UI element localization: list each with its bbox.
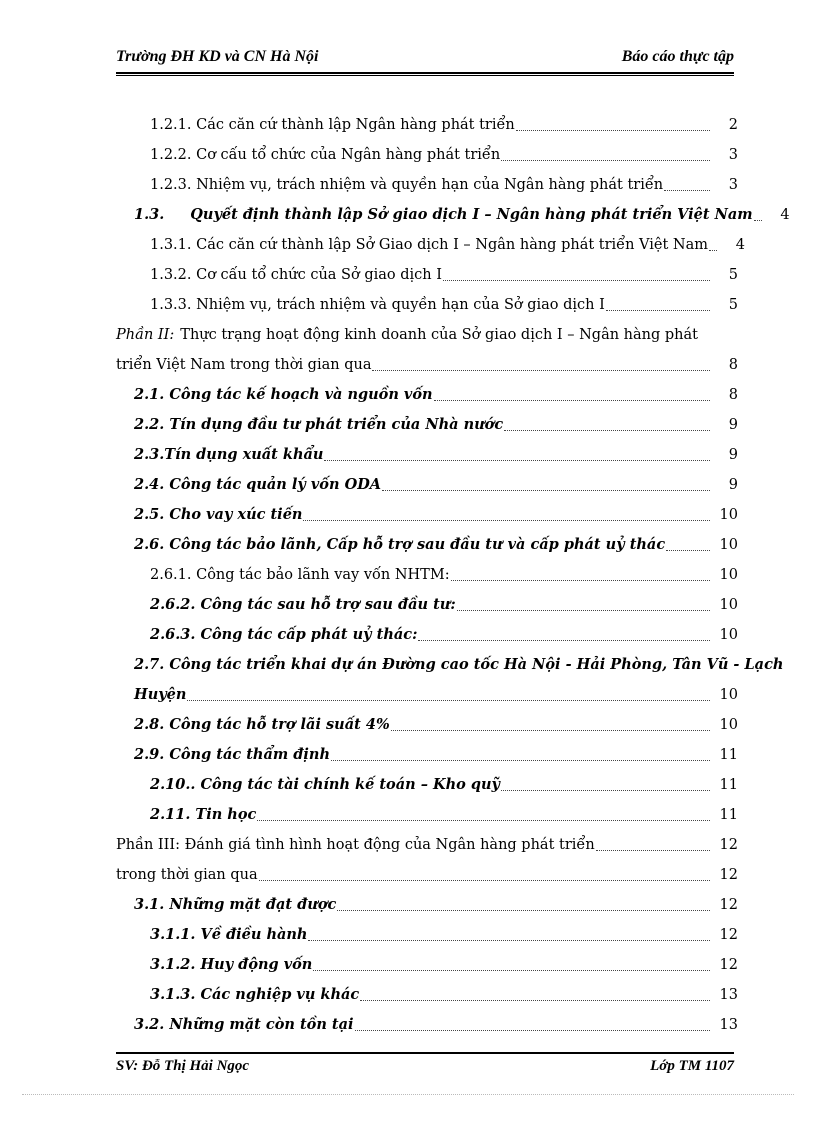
toc-entry bbox=[116, 734, 738, 764]
toc-entry bbox=[116, 1004, 738, 1034]
toc-entry-title: 2.3.Tín dụng xuất khẩu bbox=[134, 446, 324, 463]
toc-entry-number: 1.3. bbox=[134, 206, 165, 223]
toc-leader bbox=[501, 160, 710, 161]
toc-entry-page: 5 bbox=[728, 267, 738, 283]
toc-leader bbox=[331, 760, 710, 761]
toc-entry bbox=[116, 374, 738, 404]
toc-leader bbox=[434, 400, 710, 401]
toc-entry-page: 12 bbox=[719, 957, 738, 973]
toc-entry bbox=[116, 284, 738, 314]
toc-entry-title: Quyết định thành lập Sở giao dịch I – Ngân hàng phát triển Việt Nam bbox=[190, 206, 753, 223]
toc-entry bbox=[116, 614, 738, 644]
header-rule bbox=[116, 72, 734, 76]
toc-leader bbox=[451, 580, 710, 581]
table-of-contents bbox=[116, 104, 790, 1034]
toc-entry-page: 13 bbox=[719, 987, 738, 1003]
toc-entry-title: 2.1. Công tác kế hoạch và nguồn vốn bbox=[134, 386, 433, 403]
toc-entry-title: 2.5. Cho vay xúc tiến bbox=[134, 506, 303, 523]
page-footer bbox=[116, 1058, 734, 1080]
toc-entry-title: 2.6. Công tác bảo lãnh, Cấp hỗ trợ sau đầu tư và cấp phát uỷ thác bbox=[134, 536, 666, 553]
toc-entry bbox=[116, 794, 738, 824]
toc-entry bbox=[116, 464, 738, 494]
toc-leader bbox=[516, 130, 710, 131]
toc-entry bbox=[116, 824, 738, 854]
toc-entry bbox=[116, 914, 738, 944]
toc-entry-title: Thực trạng hoạt động kinh doanh của Sở giao dịch I – Ngân hàng phát bbox=[180, 327, 698, 343]
toc-entry-title: 2.8. Công tác hỗ trợ lãi suất 4% bbox=[134, 716, 390, 733]
toc-entry-page: 2 bbox=[728, 117, 738, 133]
footer-rule bbox=[116, 1052, 734, 1054]
toc-entry-title: 2.7. Công tác triển khai dự án Đường cao tốc Hà Nội - Hải Phòng, Tân Vũ - Lạch bbox=[134, 656, 784, 673]
toc-leader bbox=[187, 700, 710, 701]
toc-entry bbox=[116, 674, 738, 704]
footer-student: SV: Đỗ Thị Hải Ngọc bbox=[116, 1058, 250, 1074]
toc-entry-page: 8 bbox=[728, 387, 738, 403]
toc-leader bbox=[382, 490, 710, 491]
toc-leader bbox=[664, 190, 710, 191]
toc-entry-page: 12 bbox=[719, 897, 738, 913]
toc-entry-page: 10 bbox=[719, 567, 738, 583]
toc-entry-title: 2.6.1. Công tác bảo lãnh vay vốn NHTM: bbox=[150, 567, 450, 583]
toc-part-label: Phần II: bbox=[116, 327, 175, 343]
toc-entry-title: Huyện bbox=[134, 686, 187, 703]
toc-entry-page: 10 bbox=[719, 597, 738, 613]
header-report-type: Báo cáo thực tập bbox=[621, 48, 734, 65]
toc-leader bbox=[337, 910, 710, 911]
toc-entry-page: 3 bbox=[728, 147, 738, 163]
toc-leader bbox=[709, 250, 717, 251]
toc-entry-title: 3.1.3. Các nghiệp vụ khác bbox=[150, 986, 360, 1003]
page-header bbox=[116, 48, 734, 70]
toc-entry bbox=[116, 644, 784, 674]
toc-entry-page: 9 bbox=[728, 447, 738, 463]
toc-entry-title: 2.6.2. Công tác sau hỗ trợ sau đầu tư: bbox=[150, 596, 456, 613]
page-bottom-border bbox=[22, 1094, 794, 1095]
toc-entry bbox=[116, 224, 745, 254]
toc-entry-page: 10 bbox=[719, 537, 738, 553]
toc-entry bbox=[116, 764, 738, 794]
toc-entry-page: 4 bbox=[735, 237, 745, 253]
toc-entry bbox=[116, 344, 738, 374]
toc-leader bbox=[443, 280, 710, 281]
toc-leader bbox=[501, 790, 710, 791]
toc-entry-page: 12 bbox=[719, 867, 738, 883]
toc-entry-title: 1.2.3. Nhiệm vụ, trách nhiệm và quyền hạn của Ngân hàng phát triển bbox=[150, 177, 664, 193]
toc-entry-title: 2.6.3. Công tác cấp phát uỷ thác: bbox=[150, 626, 418, 643]
toc-entry bbox=[116, 854, 738, 884]
toc-entry-title: trong thời gian qua bbox=[116, 867, 258, 883]
toc-entry-page: 9 bbox=[728, 417, 738, 433]
toc-entry-page: 10 bbox=[719, 507, 738, 523]
toc-entry bbox=[116, 194, 790, 224]
toc-entry-title: 2.9. Công tác thẩm định bbox=[134, 746, 330, 763]
toc-leader bbox=[313, 970, 710, 971]
footer-class: Lớp TM 1107 bbox=[650, 1058, 734, 1074]
toc-entry bbox=[116, 494, 738, 524]
toc-entry-page: 10 bbox=[719, 717, 738, 733]
toc-entry-title: 2.11. Tin học bbox=[150, 806, 257, 823]
toc-leader bbox=[754, 220, 762, 221]
toc-entry-title: 3.2. Những mặt còn tồn tại bbox=[134, 1016, 354, 1033]
toc-leader bbox=[259, 880, 710, 881]
toc-leader bbox=[666, 550, 710, 551]
toc-leader bbox=[303, 520, 710, 521]
toc-leader bbox=[504, 430, 710, 431]
toc-entry-title: 1.2.2. Cơ cấu tổ chức của Ngân hàng phát triển bbox=[150, 147, 501, 163]
toc-entry-page: 10 bbox=[719, 627, 738, 643]
toc-entry-title: 2.2. Tín dụng đầu tư phát triển của Nhà nước bbox=[134, 416, 504, 433]
toc-entry-title: 3.1. Những mặt đạt được bbox=[134, 896, 337, 913]
toc-entry-title: 3.1.2. Huy động vốn bbox=[150, 956, 313, 973]
toc-leader bbox=[606, 310, 710, 311]
header-school: Trường ĐH KD và CN Hà Nội bbox=[116, 48, 319, 65]
toc-entry bbox=[116, 164, 738, 194]
toc-entry-title: 1.3.3. Nhiệm vụ, trách nhiệm và quyền hạn của Sở giao dịch I bbox=[150, 297, 605, 313]
toc-entry bbox=[116, 554, 738, 584]
toc-entry bbox=[116, 584, 738, 614]
toc-entry-page: 11 bbox=[719, 747, 738, 763]
toc-entry-page: 13 bbox=[719, 1017, 738, 1033]
toc-entry bbox=[116, 104, 738, 134]
toc-entry-title: 2.4. Công tác quản lý vốn ODA bbox=[134, 476, 382, 493]
toc-leader bbox=[418, 640, 710, 641]
toc-leader bbox=[457, 610, 710, 611]
toc-entry bbox=[116, 974, 738, 1004]
toc-entry-page: 4 bbox=[780, 207, 790, 223]
toc-entry-title: 1.3.2. Cơ cấu tổ chức của Sở giao dịch I bbox=[150, 267, 442, 283]
toc-entry-title: 3.1.1. Về điều hành bbox=[150, 926, 308, 943]
toc-entry-title: triển Việt Nam trong thời gian qua bbox=[116, 357, 372, 373]
toc-leader bbox=[391, 730, 710, 731]
toc-entry bbox=[116, 434, 738, 464]
toc-leader bbox=[257, 820, 710, 821]
toc-entry-page: 3 bbox=[728, 177, 738, 193]
toc-entry-page: 5 bbox=[728, 297, 738, 313]
toc-leader bbox=[372, 370, 710, 371]
toc-leader bbox=[355, 1030, 710, 1031]
toc-entry bbox=[116, 704, 738, 734]
toc-entry bbox=[116, 404, 738, 434]
toc-entry bbox=[116, 524, 738, 554]
toc-entry-page: 8 bbox=[728, 357, 738, 373]
toc-entry-page: 9 bbox=[728, 477, 738, 493]
toc-entry-title: 1.3.1. Các căn cứ thành lập Sở Giao dịch I – Ngân hàng phát triển Việt Nam bbox=[150, 237, 708, 253]
toc-entry-page: 12 bbox=[719, 927, 738, 943]
toc-leader bbox=[308, 940, 710, 941]
toc-leader bbox=[324, 460, 710, 461]
toc-entry-page: 10 bbox=[719, 687, 738, 703]
toc-leader bbox=[360, 1000, 710, 1001]
toc-entry-page: 12 bbox=[719, 837, 738, 853]
toc-entry bbox=[116, 254, 738, 284]
toc-entry bbox=[116, 314, 738, 344]
toc-entry bbox=[116, 944, 738, 974]
toc-entry-title: 1.2.1. Các căn cứ thành lập Ngân hàng phát triển bbox=[150, 117, 515, 133]
toc-entry-page: 11 bbox=[719, 807, 738, 823]
toc-entry-title: Phần III: Đánh giá tình hình hoạt động của Ngân hàng phát triển bbox=[116, 837, 595, 853]
toc-entry-title: 2.10.. Công tác tài chính kế toán – Kho quỹ bbox=[150, 776, 500, 793]
toc-entry bbox=[116, 884, 738, 914]
toc-entry-page: 11 bbox=[719, 777, 738, 793]
toc-leader bbox=[596, 850, 710, 851]
toc-entry bbox=[116, 134, 738, 164]
